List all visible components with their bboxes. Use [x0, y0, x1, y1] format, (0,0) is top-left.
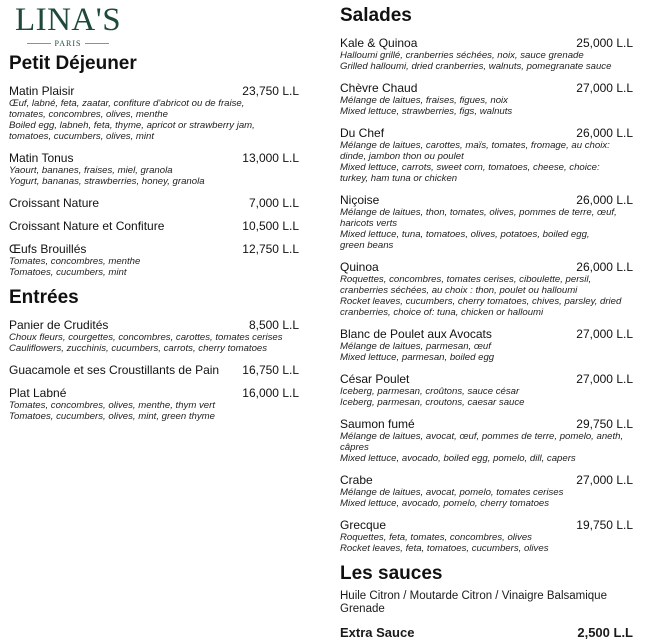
menu-item-header [340, 372, 633, 386]
menu-item-name: Quinoa [340, 260, 379, 274]
menu-item-price: 27,000 L.L [576, 327, 633, 341]
menu-item-price: 16,000 L.L [242, 386, 299, 400]
menu-item-name: Grecque [340, 518, 387, 532]
menu-item-description: Mixed lettuce, strawberries, figs, walnuts [340, 106, 513, 117]
menu-item-description: Mixed lettuce, parmesan, boiled egg [340, 352, 495, 363]
menu-item [9, 219, 299, 233]
sauce-list: Huile Citron / Moutarde Citron / Vinaigre Balsamique Grenade [340, 590, 607, 615]
menu-item [9, 151, 299, 187]
menu-item-description: Tomates, concombres, olives, menthe, thym vert [9, 400, 215, 411]
menu-item [9, 386, 299, 422]
menu-item-header [340, 417, 633, 431]
menu-item-header [9, 151, 299, 165]
menu-column-left [9, 52, 299, 422]
menu-item-price: 26,000 L.L [576, 260, 633, 274]
menu-item-description: Mélange de laitues, thon, tomates, olives, pommes de terre, œuf, [340, 207, 617, 218]
menu-item-description: Rocket leaves, cucumbers, cherry tomatoes, chives, parsley, dried [340, 296, 622, 307]
menu-item-name: Niçoise [340, 193, 380, 207]
logo-rule-right [85, 43, 109, 44]
menu-item-price: 19,750 L.L [576, 518, 633, 532]
menu-item-header [340, 81, 633, 95]
menu-item-description: Mélange de laitues, fraises, figues, noix [340, 95, 508, 106]
menu-item-name: Matin Tonus [9, 151, 74, 165]
menu-section [9, 286, 299, 422]
sauces-section [340, 562, 633, 640]
menu-item-name: Matin Plaisir [9, 84, 75, 98]
menu-item [9, 242, 299, 278]
extra-sauce-price: 2,500 L.L [577, 625, 633, 640]
menu-item-description: haricots verts [340, 218, 398, 229]
menu-item-description: Iceberg, parmesan, croûtons, sauce césar [340, 386, 520, 397]
menu-item-name: Blanc de Poulet aux Avocats [340, 327, 492, 341]
menu-item-name: Du Chef [340, 126, 385, 140]
menu-item-name: Kale & Quinoa [340, 36, 418, 50]
menu-item-description: Mixed lettuce, tuna, tomatoes, olives, potatoes, boiled egg, [340, 229, 590, 240]
menu-item-name: Œufs Brouillés [9, 242, 87, 256]
menu-item [340, 193, 633, 251]
menu-item-header [340, 473, 633, 487]
menu-item-header [9, 84, 299, 98]
menu-item-header [340, 327, 633, 341]
menu-item-description: Rocket leaves, feta, tomatoes, cucumbers, olives [340, 543, 549, 554]
menu-item-header [340, 260, 633, 274]
menu-item-description: Roquettes, concombres, tomates cerises, ciboulette, persil, [340, 274, 592, 285]
menu-item-price: 10,500 L.L [242, 219, 299, 233]
menu-item-description: Iceberg, parmesan, croutons, caesar sauce [340, 397, 525, 408]
menu-item-name: Chèvre Chaud [340, 81, 418, 95]
menu-item-description: dinde, jambon thon ou poulet [340, 151, 464, 162]
menu-item-price: 26,000 L.L [576, 126, 633, 140]
menu-item-description: Œuf, labné, feta, zaatar, confiture d'abricot ou de fraise, [9, 98, 245, 109]
menu-item-description: tomates, concombres, olives, menthe [9, 109, 168, 120]
menu-item-header [9, 386, 299, 400]
menu-item-header [9, 196, 299, 210]
menu-item-description: Mélange de laitues, carottes, maïs, tomates, fromage, au choix: [340, 140, 610, 151]
menu-item-price: 25,000 L.L [576, 36, 633, 50]
menu-item [9, 84, 299, 142]
section-title: Petit Déjeuner [9, 53, 137, 74]
menu-item-description: tomatoes, cucumbers, olives, mint [9, 131, 155, 142]
logo-rule-left [27, 43, 51, 44]
menu-item-name: Crabe [340, 473, 373, 487]
logo-city [14, 39, 122, 48]
menu-item-price: 12,750 L.L [242, 242, 299, 256]
menu-item-description: Halloumi grillé, cranberries séchées, noix, sauce grenade [340, 50, 584, 61]
menu-item-header [9, 242, 299, 256]
menu-item-name: Saumon fumé [340, 417, 415, 431]
menu-item-price: 26,000 L.L [576, 193, 633, 207]
menu-item-description: Choux fleurs, courgettes, concombres, carottes, tomates cerises [9, 332, 283, 343]
menu-item-name: Plat Labné [9, 386, 67, 400]
menu-item [340, 327, 633, 363]
menu-item-header [9, 219, 299, 233]
menu-item [340, 126, 633, 184]
menu-item-name: Croissant Nature et Confiture [9, 219, 165, 233]
menu-item-price: 27,000 L.L [576, 81, 633, 95]
menu-item-description: Mélange de laitues, avocat, œuf, pommes de terre, pomelo, aneth, [340, 431, 624, 442]
menu-item-description: Mélange de laitues, avocat, pomelo, tomates cerises [340, 487, 564, 498]
menu-item-header [9, 318, 299, 332]
menu-item-header [340, 126, 633, 140]
menu-item-description: Tomatoes, cucumbers, mint [9, 267, 127, 278]
salads-container [340, 4, 633, 554]
menu-item-description: Boiled egg, labneh, feta, thyme, apricot or strawberry jam, [9, 120, 255, 131]
restaurant-logo [14, 2, 122, 48]
menu-item-price: 23,750 L.L [242, 84, 299, 98]
menu-item-description: Roquettes, feta, tomates, concombres, olives [340, 532, 532, 543]
logo-city-text: PARIS [54, 39, 82, 48]
section-title: Entrées [9, 287, 79, 308]
menu-section [340, 4, 633, 554]
menu-item [9, 318, 299, 354]
menu-item-description: Mixed lettuce, carrots, sweet corn, tomatoes, cheese, choice: [340, 162, 600, 173]
menu-item-price: 29,750 L.L [576, 417, 633, 431]
menu-item-price: 27,000 L.L [576, 372, 633, 386]
menu-item-description: Tomates, concombres, menthe [9, 256, 141, 267]
menu-item-description: Tomatoes, cucumbers, olives, mint, green thyme [9, 411, 215, 422]
section-title: Salades [340, 5, 412, 26]
menu-item-price: 8,500 L.L [248, 318, 299, 332]
section-title-sauces: Les sauces [340, 563, 443, 584]
menu-item [340, 417, 633, 464]
menu-item-description: Mélange de laitues, parmesan, œuf [340, 341, 491, 352]
menu-item-header [340, 36, 633, 50]
menu-item [340, 372, 633, 408]
menu-item [340, 81, 633, 117]
menu-item [9, 196, 299, 210]
menu-item-name: Panier de Crudités [9, 318, 109, 332]
menu-item-header [340, 518, 633, 532]
menu-item-description: cranberries, choice of: tuna, chicken or halloumi [340, 307, 544, 318]
menu-item-description: Grilled halloumi, dried cranberries, walnuts, pomegranate sauce [340, 61, 612, 72]
menu-item [340, 260, 633, 318]
menu-item-description: Mixed lettuce, avocado, boiled egg, pomelo, dill, capers [340, 453, 576, 464]
menu-item-description: câpres [340, 442, 369, 453]
extra-sauce-row [340, 625, 633, 640]
menu-item-price: 27,000 L.L [576, 473, 633, 487]
menu-item [340, 36, 633, 72]
extra-sauce-label: Extra Sauce [340, 625, 415, 640]
menu-item-description: turkey, ham tuna or chicken [340, 173, 458, 184]
menu-column-right [340, 4, 633, 640]
menu-item [9, 363, 299, 377]
menu-item-description: Yaourt, bananes, fraises, miel, granola [9, 165, 173, 176]
logo-wordmark: LINA'S [14, 2, 122, 38]
menu-item-name: Croissant Nature [9, 196, 100, 210]
menu-item-price: 7,000 L.L [248, 196, 299, 210]
menu-item [340, 518, 633, 554]
menu-item-description: cranberries séchées, au choix : thon, poulet ou halloumi [340, 285, 578, 296]
menu-item-header [340, 193, 633, 207]
menu-item-description: Yogurt, bananas, strawberries, honey, granola [9, 176, 205, 187]
menu-section [9, 52, 299, 278]
menu-item-description: green beans [340, 240, 394, 251]
menu-item-name: César Poulet [340, 372, 410, 386]
menu-item [340, 473, 633, 509]
menu-item-description: Cauliflowers, zucchinis, cucumbers, carrots, cherry tomatoes [9, 343, 268, 354]
menu-item-price: 13,000 L.L [242, 151, 299, 165]
menu-item-price: 16,750 L.L [242, 363, 299, 377]
menu-item-name: Guacamole et ses Croustillants de Pain [9, 363, 220, 377]
menu-item-header [9, 363, 299, 377]
menu-item-description: Mixed lettuce, avocado, pomelo, cherry tomatoes [340, 498, 550, 509]
